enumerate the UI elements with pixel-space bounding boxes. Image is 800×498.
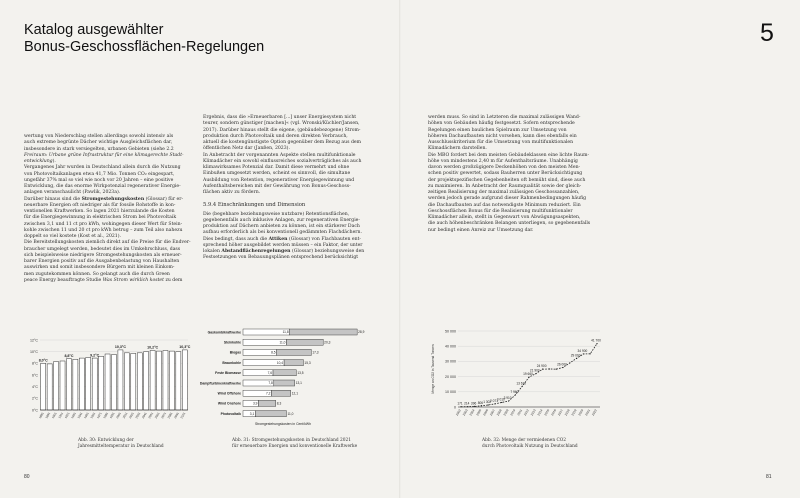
col1-line: zwischen 3,1 und 11 ct pro kWh, wohingegen dieser Wert für Stein- [24, 221, 183, 227]
y-tick-label: 50 000 [445, 329, 456, 334]
col2-line: teurer, sondern günstiger [machen]« (vgl. Wronski/Küchler/Jansen, [203, 121, 360, 127]
data-label: 10,3°C [179, 345, 191, 350]
value-label-min: 7,2 [266, 391, 271, 396]
col1-line: ventionellen Kraftwerken. So lagen 2021 hierzulande die Kosten [24, 209, 175, 214]
x-tick-label: 2061 [153, 411, 161, 420]
bar [105, 354, 110, 410]
data-point [481, 405, 482, 406]
data-label: 21 900 [529, 368, 540, 373]
figure-31-cost-chart [199, 325, 365, 426]
y-tick-label: 10°C [29, 349, 38, 354]
data-point [569, 362, 570, 363]
col3-line: zu maximieren. In Anbetracht der Raumqualität sowie der gleich- [428, 183, 582, 189]
x-tick-label: 2012 [522, 408, 530, 417]
col3-line: davon werden großzügigere Deckenhöhen von den meisten Men- [428, 165, 581, 170]
x-tick-label: 1951 [83, 411, 90, 420]
bar-range [258, 400, 275, 406]
value-label-min: 8,5 [271, 350, 276, 355]
col2-line: gegebenenfalls auch inklusive Anlagen, zur regenerativen Energie- [203, 217, 360, 223]
figure-30-temperature-chart [24, 330, 190, 422]
x-tick-label: 2010 [509, 408, 517, 417]
y-tick-label: 0 [454, 405, 456, 410]
data-label: 10,2°C [147, 345, 159, 350]
col2-line: Aufenthaltsbereichen mit der Gewährung von Bonus-Geschoss- [203, 183, 351, 189]
x-tick-label: 2091 [173, 411, 180, 420]
x-tick-label: 1901 [50, 411, 58, 420]
category-label: Steinkohle [223, 340, 241, 345]
data-point [590, 353, 591, 354]
y-tick-label: 2°C [31, 396, 38, 401]
col1-line: Entwicklung, die das enorme Wirkpotenzial regenerativer Energie- [24, 184, 181, 189]
value-label-max: 13,1 [295, 381, 302, 386]
x-tick-label: 2016 [550, 408, 558, 417]
col2-line: öffentlichen Netz dar (Janßen, 2023). [203, 146, 290, 152]
chapter-number: 5 [760, 19, 774, 47]
bar [144, 352, 149, 410]
x-tick-label: 1891 [44, 411, 52, 420]
figure-32-caption-line-1: Abb. 32: Menge der vermiedenen CO2 [482, 438, 566, 443]
col2-line: aktuell die kostengünstigste Option gegenüber dem Bezug aus dem [203, 140, 361, 145]
col2-line: flächen aktiv zu fördern. [203, 190, 261, 195]
col1-line: doppelt so viel kostete (Kost et al., 2021). [24, 234, 121, 239]
y-axis-label: Menge an CO2 in Tausend Tonnen [431, 344, 435, 394]
x-axis-label: Stromgestehungskosten in Cent/kWh [255, 421, 311, 426]
figure-30-caption-line-2: Jahresmitteltemperatur in Deutschland [78, 443, 164, 449]
x-tick-label: 2007 [488, 408, 496, 417]
y-tick-label: 30 000 [445, 359, 456, 364]
col1-line: Vergangenes Jahr wurden in Deutschland allein durch die Nutzung [24, 165, 181, 171]
bar [86, 358, 91, 411]
bar-range [290, 329, 358, 335]
x-tick-label: 1921 [63, 411, 71, 420]
x-tick-label: 2031 [134, 411, 142, 420]
bar [54, 362, 59, 410]
y-tick-label: 6°C [31, 373, 38, 378]
bar [182, 350, 187, 410]
col1-line: braucher umgelegt werden, bedeutet dies im Umkehrschluss, dass [24, 246, 181, 252]
x-tick-label: 2071 [160, 411, 168, 420]
category-label: Feste Biomasse [215, 371, 241, 376]
bar-range [273, 370, 296, 376]
col1-line: sich beispielsweise niedrigere Stromgestehungskosten als erneuer- [24, 252, 182, 258]
value-label-min: 3,1 [249, 411, 255, 416]
bar [176, 352, 181, 410]
x-tick-label: 2015 [543, 408, 551, 417]
x-tick-label: 2001 [115, 411, 123, 420]
col3-line: nur bedingt einen Anreiz zur Umsetzung dar. [428, 227, 534, 233]
figure-30-caption-line-1: Abb. 30: Entwicklung der [78, 438, 134, 443]
col2-line: lokalen Abstandflächenregelungen (Glossar) beziehungsweise den [203, 249, 365, 254]
bar-range [284, 360, 303, 366]
data-label: 34 900 [577, 348, 588, 353]
x-tick-label: 2020 [577, 408, 585, 417]
col1-line: entwicklung). [24, 159, 56, 164]
col2-line: sprechend höher ausgebildet werden müssen – ein Faktor, der unter [203, 242, 363, 248]
col3-line: Die MBO fordert bei dem meisten Gebäudeklassen eine lichte Raum- [428, 152, 590, 158]
bar [137, 353, 142, 410]
y-tick-label: 20 000 [445, 374, 456, 379]
data-label: 10,3°C [114, 345, 126, 350]
data-point [583, 353, 584, 354]
value-label-min: 7,6 [267, 371, 273, 375]
bar [131, 353, 136, 410]
bar [169, 351, 174, 410]
x-tick-label: 2002 [454, 408, 462, 417]
x-tick-label: 2008 [495, 408, 503, 417]
bar [118, 350, 123, 410]
bar [66, 359, 71, 410]
data-label: 214 [464, 401, 470, 406]
page-number-left: 80 [24, 474, 30, 480]
figure-32-co2-chart [428, 325, 603, 427]
text-column-3 [428, 115, 598, 255]
value-label-max: 20,3 [324, 340, 331, 345]
category-label: Photovoltaik [220, 411, 241, 416]
bar-range [277, 349, 312, 355]
category-label: Braunkohle [222, 360, 241, 365]
data-label: 7 960 [510, 389, 519, 394]
col3-line: der projektspezifischen Gegebenheiten oft bemüht sind, diese auch [428, 177, 586, 183]
col3-line: die auch höhenbeschränken Belangen unterliegen, so gegebenenfalls [428, 221, 591, 227]
col1-line: von Photovoltaikanlagen etwa 41,7 Mio. Tonnen CO₂ eingespart, [24, 171, 175, 177]
bar-range [271, 390, 290, 396]
x-tick-label: 2051 [147, 411, 155, 420]
col3-line: Ausschlusskriterium für die Umsetzung von multifunktionalen [428, 140, 574, 145]
y-tick-label: 10 000 [445, 390, 456, 395]
chapter-title [24, 22, 264, 56]
value-label-max: 12,1 [291, 391, 299, 396]
value-label-max: 8,3 [276, 401, 282, 406]
value-label-max: 15,3 [304, 360, 311, 365]
text-column-1 [24, 134, 191, 296]
data-point [576, 358, 577, 359]
figure-32-caption-line-2: durch Photovoltaik Nutzung in Deutschland [482, 443, 578, 449]
col1-line: kohle zwischen 11 und 20 ct pro kWh betrug – zum Teil also nahezu [24, 227, 183, 233]
bar-range [274, 380, 295, 386]
col3-line: werden jedoch gerade aufgrund dieser Rahmenbedingungen häufig [428, 196, 587, 202]
col1-line: anlagen veranschaulicht (Pawlik, 2023a). [24, 190, 121, 196]
col1-line: wertung von Niederschlag stellen allerdings sowohl intensiv als [24, 134, 174, 139]
data-label: 26 000 [557, 362, 567, 367]
data-point [508, 400, 509, 401]
category-label: Dampfturbinenkraftwerke [199, 381, 241, 386]
data-label: 19 660 [523, 372, 533, 377]
data-point [535, 373, 536, 374]
category-label: Wind Offshore [217, 391, 241, 396]
col2-line: Festsetzungen von Bebauungsplänen entsprechend berücksichtigt [203, 255, 359, 261]
x-tick-label: 2021 [584, 408, 592, 417]
x-tick-label: 1911 [57, 411, 65, 420]
figure-31-caption-line-2: für erneuerbare Energien und konventionelle Kraftwerke [232, 443, 358, 449]
x-tick-label: 2013 [529, 408, 537, 417]
col3-line: Klimadächern darstellen. [428, 146, 487, 152]
value-label-max: 28,9 [358, 330, 365, 335]
col2-line: 2017). Darüber hinaus stellt die eigene, (gebäudebezogene) Strom- [203, 127, 361, 133]
bar [163, 351, 168, 411]
x-tick-label: 1991 [108, 411, 116, 420]
bar [60, 361, 65, 410]
data-point [515, 394, 516, 395]
col1-line: Die Bereitstellungskosten ziemlich direkt auf die Preise für die Endver- [24, 240, 191, 246]
data-point [494, 403, 495, 404]
col3-line: werden muss. So sind in Letzteren die maximal zulässigen Wand- [428, 115, 581, 120]
x-tick-label: 1981 [102, 411, 110, 420]
x-tick-label: 2017 [556, 408, 564, 417]
data-label: 3 910 [503, 396, 512, 401]
category-label: Biogas [229, 350, 241, 355]
bar-range [286, 339, 323, 345]
figure-32-caption [482, 438, 602, 449]
data-label: 24 900 [536, 364, 547, 369]
x-tick-label: 2021 [128, 411, 135, 420]
bar [124, 353, 129, 410]
x-tick-label: 2003 [461, 408, 469, 417]
value-label-max: 11,0 [287, 411, 294, 416]
col1-line: Darüber hinaus sind die Stromgestehungskosten (Glossar) für er- [24, 196, 184, 202]
title-line-1: Katalog ausgewählter [24, 22, 164, 38]
col3-line: Regelungen einen baulichen Spielraum zur Umsetzung von [428, 127, 567, 133]
value-label-min: 11,0 [279, 340, 286, 345]
title-line-2: Bonus-Geschossflächen-Regelungen [24, 39, 265, 55]
bar [79, 358, 84, 410]
data-point [488, 404, 489, 405]
figure-31-caption-line-1: Abb. 31: Stromgestehungskosten in Deutschland 2021 [232, 438, 351, 443]
data-label: 2 071 [490, 398, 498, 403]
value-label-max: 13,5 [297, 371, 304, 375]
bar [47, 364, 52, 410]
x-tick-label: 1881 [37, 411, 45, 420]
bar [150, 351, 155, 411]
x-tick-label: 1971 [95, 411, 103, 420]
col3-line: schen positiv gewertet, sodass Bauherren unter Berücksichtigung [428, 171, 583, 177]
col2-line: Ergebnis, dass die »Erneuerbaren [...] unser Energiesystem nicht [203, 115, 357, 120]
value-label-min: 11,8 [282, 330, 289, 335]
data-point [562, 367, 563, 368]
bar [157, 351, 162, 410]
col2-line: Einbußen umgesetzt werden, scheint es sinnvoll, die simultane [203, 171, 351, 177]
bar-range [255, 411, 286, 417]
col1-line: barer Energien positiv auf die Ausgabenbelastung von Haushalten [24, 259, 180, 264]
col1-line: neuerbare Energien oft niedriger als für fossile Rohstoffe in kon- [24, 202, 176, 208]
col3-line: höhen von Gebäuden häufig festgesetzt. Sofern entsprechende [428, 121, 575, 127]
col2-line: In Anbetracht der vorgenannten Aspekte stellen multifunktionale [203, 152, 356, 158]
page-gutter [399, 0, 401, 498]
data-label: 1 302 [483, 400, 492, 405]
data-label: 41 700 [591, 338, 601, 343]
x-tick-label: 1941 [76, 411, 84, 420]
y-tick-label: 12°C [29, 338, 38, 343]
category-label: Gaskombikraftwerke [207, 330, 241, 335]
col3-line: zeitigen Realisierung der maximal zulässigen Geschossanzahlen, [428, 190, 580, 195]
x-tick-label: 2005 [475, 408, 483, 417]
data-label: 8,0°C [38, 358, 48, 363]
x-tick-label: 2004 [468, 408, 476, 417]
x-tick-label: 2019 [570, 408, 578, 417]
col1-line: Freiraum: Urbane grüne Infrastruktur für eine klimagerechte Stadt- [24, 152, 184, 158]
bar [99, 356, 104, 410]
bar [92, 358, 97, 410]
page-number-right: 81 [766, 474, 772, 480]
text-column-2 [203, 115, 368, 300]
x-tick-label: 2101 [179, 411, 187, 420]
x-tick-label: 2022 [590, 408, 598, 417]
col1-line: für die Energiegewinnung in elektrischen Strom bei Photovoltaik [24, 215, 177, 221]
col2-line: aufbau erforderlich als bei konventionell gedämmten Flachdächern. [203, 230, 362, 236]
y-tick-label: 40 000 [445, 344, 456, 349]
x-tick-label: 2009 [502, 408, 510, 417]
figure-31-caption [232, 438, 382, 449]
figure-30-caption [78, 438, 188, 449]
col3-line: Klimadächer allein, stellt in Gegenwart von Abwägungsaspekten, [428, 215, 581, 220]
data-label: 806 [477, 400, 484, 405]
col2-line: produktion auf Dächern anbieten zu können, ist ein stärkerer Dach [203, 224, 360, 229]
col2-line: Die (begehbare beziehungsweise nutzbare) Retentionsflächen, [203, 211, 350, 217]
x-tick-label: 2011 [516, 408, 524, 417]
data-point [596, 343, 597, 344]
col2-line: Dies bedingt, dass auch die Attiken (Glossar) von Flachbauten ent- [203, 236, 361, 242]
col1-line: peace Energy beauftragte Studie Was Strom wirklich kostet zu dem [24, 277, 183, 283]
value-label-max: 17,3 [312, 350, 319, 355]
data-point [556, 369, 557, 370]
bar [73, 359, 78, 410]
data-label: 9,2°C [90, 353, 100, 358]
x-tick-label: 2011 [121, 411, 129, 420]
col3-line: höhe von mindestens 2,40 m für Aufenthaltsräume. Unabhängig [428, 158, 578, 164]
y-tick-label: 4°C [31, 384, 38, 389]
x-tick-label: 1961 [89, 411, 97, 420]
data-point [549, 368, 550, 369]
bar [111, 355, 116, 410]
value-label-min: 3,9 [252, 401, 258, 406]
x-tick-label: 2018 [563, 408, 571, 417]
section-heading: 5.9.4 Einschränkungen und Dimension [203, 202, 306, 209]
col3-line: die Dachaufbauten auf das notwendigste Minimum reduziert. Ein [428, 202, 581, 208]
value-label-min: 10,4 [276, 360, 284, 365]
col3-line: Geschossflächen Bonus für die Realisierung multifunktionaler [428, 208, 573, 214]
x-tick-label: 2006 [482, 408, 490, 417]
y-tick-label: 0°C [31, 408, 38, 413]
x-tick-label: 1931 [70, 411, 77, 420]
bar [41, 363, 46, 410]
data-point [528, 377, 529, 378]
x-tick-label: 2041 [140, 411, 148, 420]
col3-line: höheren Dachaufbauten nicht vorsehen, kann dies ebenfalls ein [428, 133, 577, 139]
data-point [522, 386, 523, 387]
col2-line: Ausbildung von Retention, regenerativer Energiegewinnung und [203, 177, 355, 183]
col1-line: insbesondere in stark versiegelten, urbanen Gebieten (siehe 2.2 [24, 146, 174, 152]
col2-line: produktion durch Photovoltaik und deren direkten Verbrauch, [203, 133, 348, 139]
data-label: 13 610 [516, 381, 527, 386]
col2-line: klimawirksames Potenzial dar. Damit diese vermehrt und ohne [203, 165, 350, 170]
y-tick-label: 8°C [31, 361, 38, 366]
data-label: 29 000 [570, 353, 581, 358]
col1-line: men zugutekommen können. So gelangt auch die durch Green [24, 271, 170, 277]
data-label: 171 [457, 401, 463, 406]
x-tick-label: 2081 [166, 411, 174, 420]
col1-line: ungefähr 37% mal so viel wie noch vor 20 Jahren – eine positive [24, 177, 174, 183]
col1-line: auch extreme begrünte Dächer wichtige Ausgleichsflächen dar, [24, 140, 173, 146]
category-label: Wind Onshore [217, 401, 241, 406]
value-label-min: 7,8 [268, 381, 273, 386]
data-label: 8,8°C [64, 353, 74, 358]
data-point [542, 369, 543, 370]
data-label: 3 010 [496, 397, 505, 402]
col2-line: Klimadächer ein sowohl einflussreiches sozialverträgliches als auch [203, 158, 362, 164]
col1-line: auswirken und somit insbesondere Bürgern mit kleinen Einkom- [24, 265, 175, 271]
x-tick-label: 2014 [536, 408, 544, 417]
data-point [501, 402, 502, 403]
data-label: 396 [470, 401, 477, 406]
